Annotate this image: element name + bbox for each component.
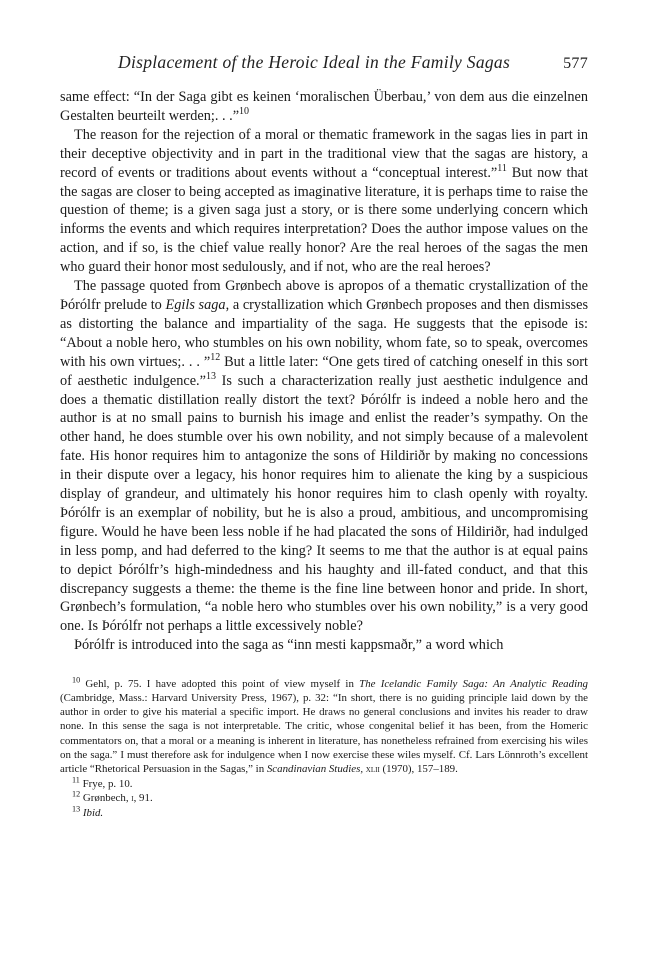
footnote-10	[60, 677, 588, 777]
footnote-ref: 10	[72, 675, 81, 685]
italic-text: The Icelandic Family Saga: An Analytic Reading	[359, 678, 588, 691]
book-page	[60, 52, 588, 820]
paragraph-4	[60, 636, 588, 655]
text-run: But now that the sagas are closer to being accepted as imaginative literature, it is perhaps time to raise the question of theme; is a given saga just a story, or is there some underlying concern which informs the events and which requires interpretation? Does the author impose values on the action, and if so, is the chief value really honor? Are the real heroes of the sagas the men who guard their honor most sedulously, and if not, who are the real heroes?	[60, 164, 588, 276]
small-caps-text: xlii	[365, 763, 380, 775]
text-run: But a little later: “One gets tired of catching oneself in this sort of aesthetic indulgence.”	[60, 353, 588, 389]
footnote-ref: 10	[239, 106, 250, 118]
running-head	[118, 52, 588, 80]
text-run: , a crystallization which Grønbech proposes and then dismisses as distorting the balance and impartiality of the saga. He suggests that the episode is: “About a noble hero, who stumbles on his own nobility, whom fate, so to speak, overcomes with his own virtues;. . . ”	[60, 296, 589, 370]
paragraph-3	[60, 277, 588, 636]
text-run: same effect: “In der Saga gibt es keinen ‘moralischen Überbau,’ von dem aus die einzelnen Gestalten beurteilt werden;. . .”	[60, 89, 588, 124]
body-text	[60, 88, 588, 655]
footnote-ref: 11	[72, 775, 80, 785]
italic-text: Ibid.	[82, 807, 104, 820]
text-run: Is such a characterization really just aesthetic indulgence and does a thematic distillation really distort the text? Þórólfr is indeed a noble hero and the author is at no small pains to burnish his image and enlist the reader’s sympathy. On the other hand, he does stumble over his own nobility, and not simply because of a malevolent fate. His honor requires him to antagonize the sons of Hildiriðr by making no concessions in their dispute over a legacy, his honor requires him to alienate the king by a suspicious display of grandeur, and ultimately his honor requires him to clash openly with royalty. Þórólfr is an exemplar of nobility, but he is also a proud, ambitious, and uncompromising figure. Would he have been less noble if he had placated the sons of Hildiriðr, had indulged in less pomp, and had deferred to the king? It seems to me that the author is at equal pains to depict Þórólfr’s high-mindedness and his haughty and ill-fated conduct, and that this discrepancy suggests a theme: the theme is the fine line between honor and pride. In short, Grønbech’s formulation, “a noble hero who stumbles over his own nobility,” is a very good one. Is Þórólfr not perhaps a little excessively noble?	[60, 372, 588, 635]
footnotes	[60, 677, 588, 820]
paragraph-2	[60, 126, 588, 277]
text-run: Gehl, p. 75. I have adopted this point of view myself in	[80, 678, 360, 691]
running-title: Displacement of the Heroic Ideal in the Family Sagas	[118, 52, 511, 72]
paragraph-1	[60, 88, 588, 126]
footnote-12	[60, 791, 588, 806]
text-run: Þórólfr is introduced into the saga as “inn mesti kappsmaðr,” a word which	[74, 637, 504, 654]
text-run: (Cambridge, Mass.: Harvard University Press, 1967), p. 32: “In short, there is no guiding principle laid down by the author in order to give his material a specific import. He draws no general conclusions and invites his reader to draw none. In this sense the saga is not interpretable. The critic, whose congenital belief it has been, from the Homeric commentators on, that a moral or a meaning is inherent in literature, has nonetheless refrained from exercising his wiles on the saga.” I must therefore ask for indulgence when I now exercise these wiles myself. Cf. Lars Lönnroth’s excellent article “Rhetorical Persuasion in the Sagas,” in	[60, 692, 588, 775]
page-number: 577	[563, 55, 588, 72]
italic-text: Scandinavian Studies,	[266, 762, 364, 775]
text-run: , 91.	[133, 791, 153, 804]
footnote-13	[60, 806, 588, 820]
text-run: The reason for the rejection of a moral or thematic framework in the sagas lies in part in their deceptive objectivity and in part in the traditional view that the sagas are history, a record of events or traditions about events without a “conceptual interest.”	[60, 126, 588, 181]
footnote-ref: 13	[72, 804, 81, 814]
footnote-ref: 13	[205, 370, 216, 382]
text-run: (1970), 157–189.	[379, 762, 458, 775]
footnote-ref: 12	[72, 789, 81, 799]
footnote-ref: 11	[497, 162, 507, 174]
small-caps-text: i	[131, 792, 134, 804]
footnote-11	[60, 777, 588, 791]
text-run: Grønbech,	[80, 791, 132, 804]
text-run: Frye, p. 10.	[79, 777, 133, 790]
italic-text: Egils saga	[165, 296, 226, 313]
text-run: The passage quoted from Grønbech above is apropos of a thematic crystallization of the Þórólfr prelude to	[60, 278, 588, 313]
footnote-ref: 12	[210, 351, 221, 363]
